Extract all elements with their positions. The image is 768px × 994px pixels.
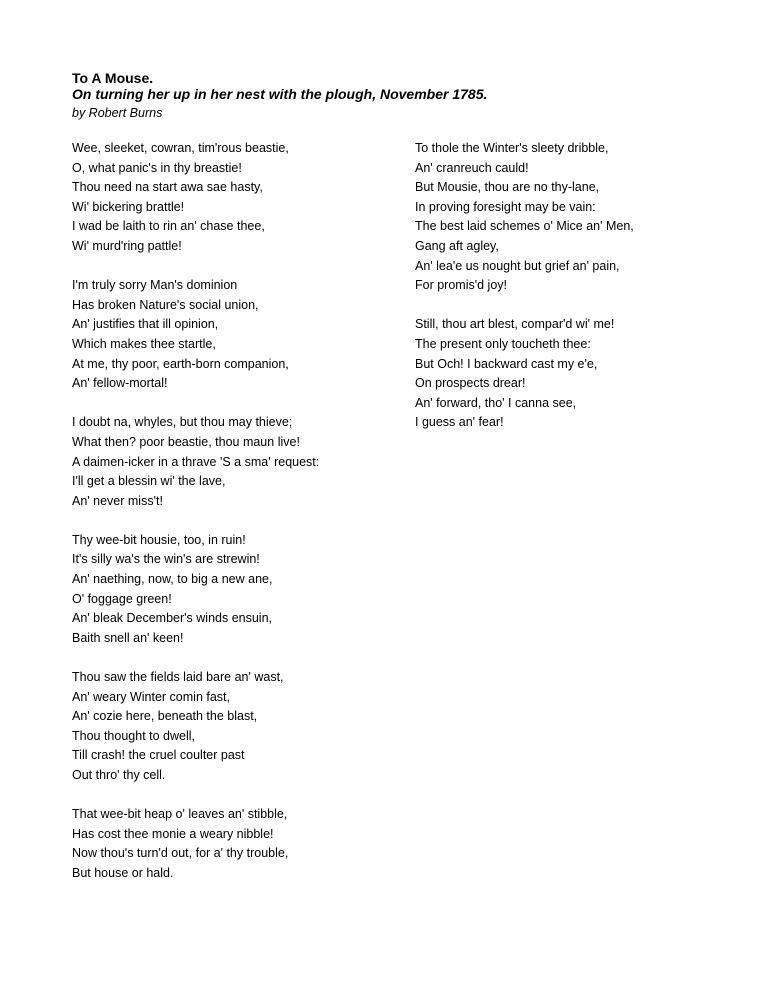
poem-line: Now thou's turn'd out, for a' thy trouble, (72, 846, 289, 861)
poem-line: It's silly wa's the win's are strewin! (72, 552, 260, 567)
poem-line: A daimen-icker in a thrave 'S a sma' request: (72, 454, 320, 469)
stanza (72, 413, 372, 511)
poem-line: Out thro' thy cell. (72, 768, 166, 782)
stanza (72, 668, 372, 786)
poem-line: On prospects drear! (415, 376, 526, 391)
poem-line: To thole the Winter's sleety dribble, (415, 141, 609, 155)
poem-line: O' foggage green! (72, 591, 172, 606)
poem-line: The best laid schemes o' Mice an' Men, (415, 219, 634, 234)
stanza (415, 315, 715, 433)
poem-line: I'll get a blessin wi' the lave, (72, 474, 226, 489)
poem-line: I doubt na, whyles, but thou may thieve; (72, 415, 293, 430)
stanza (72, 276, 372, 394)
poem-title: To A Mouse. (72, 70, 154, 86)
poem-line: An' justifies that ill opinion, (72, 317, 219, 332)
poem-line: Which makes thee startle, (72, 336, 216, 351)
poem-line: An' naething, now, to big a new ane, (72, 572, 273, 587)
poem-line: Thy wee-bit housie, too, in ruin! (72, 532, 246, 547)
poem-line: An' fellow-mortal! (72, 376, 168, 391)
poem-line: Thou saw the fields laid bare an' wast, (72, 670, 284, 685)
poem-line: At me, thy poor, earth-born companion, (72, 356, 289, 371)
poem-line: O, what panic's in thy breastie! (72, 160, 242, 175)
stanza (72, 805, 372, 883)
poem-line: What then? poor beastie, thou maun live! (72, 434, 300, 449)
poem-line: Has cost thee monie a weary nibble! (72, 826, 274, 841)
poem-line: For promis'd joy! (415, 278, 507, 293)
poem-line: Gang aft agley, (415, 238, 499, 253)
poem-line: I'm truly sorry Man's dominion (72, 278, 238, 293)
poem-line: An' forward, tho' I canna see, (415, 395, 577, 410)
poem-line: I wad be laith to rin an' chase thee, (72, 219, 265, 234)
stanza (72, 531, 372, 649)
poem-line: In proving foresight may be vain: (415, 199, 596, 214)
poem-line: But house or hald. (72, 865, 174, 880)
poem-line: An' cranreuch cauld! (415, 160, 529, 175)
stanza (415, 139, 715, 296)
poem-line: Baith snell an' keen! (72, 630, 184, 645)
poem-line: But Mousie, thou are no thy-lane, (415, 180, 600, 195)
poem-line: An' never miss't! (72, 493, 163, 508)
poem-line: Wi' bickering brattle! (72, 199, 185, 214)
poem-line: An' bleak December's winds ensuin, (72, 611, 273, 626)
poem-line: Has broken Nature's social union, (72, 297, 259, 312)
poem-line: An' lea'e us nought but grief an' pain, (415, 258, 620, 273)
poem-author: by Robert Burns (72, 106, 163, 120)
poem-line: Thou need na start awa sae hasty, (72, 180, 263, 195)
poem-line: An' cozie here, beneath the blast, (72, 709, 258, 724)
poem-line: An' weary Winter comin fast, (72, 689, 230, 704)
poem-line: But Och! I backward cast my e'e, (415, 356, 598, 371)
poem-line: I guess an' fear! (415, 415, 504, 430)
poem-line: That wee-bit heap o' leaves an' stibble, (72, 807, 288, 822)
poem-line: Wi' murd'ring pattle! (72, 238, 182, 253)
poem-subtitle: On turning her up in her nest with the plough, November 1785. (72, 86, 488, 102)
poem-line: The present only toucheth thee: (415, 336, 591, 351)
poem-line: Still, thou art blest, compar'd wi' me! (415, 317, 615, 332)
left-column (72, 139, 372, 903)
right-column (415, 139, 715, 453)
stanza (72, 139, 372, 257)
poem-line: Till crash! the cruel coulter past (72, 748, 245, 763)
poem-line: Wee, sleeket, cowran, tim'rous beastie, (72, 141, 289, 155)
poem-line: Thou thought to dwell, (72, 728, 195, 743)
